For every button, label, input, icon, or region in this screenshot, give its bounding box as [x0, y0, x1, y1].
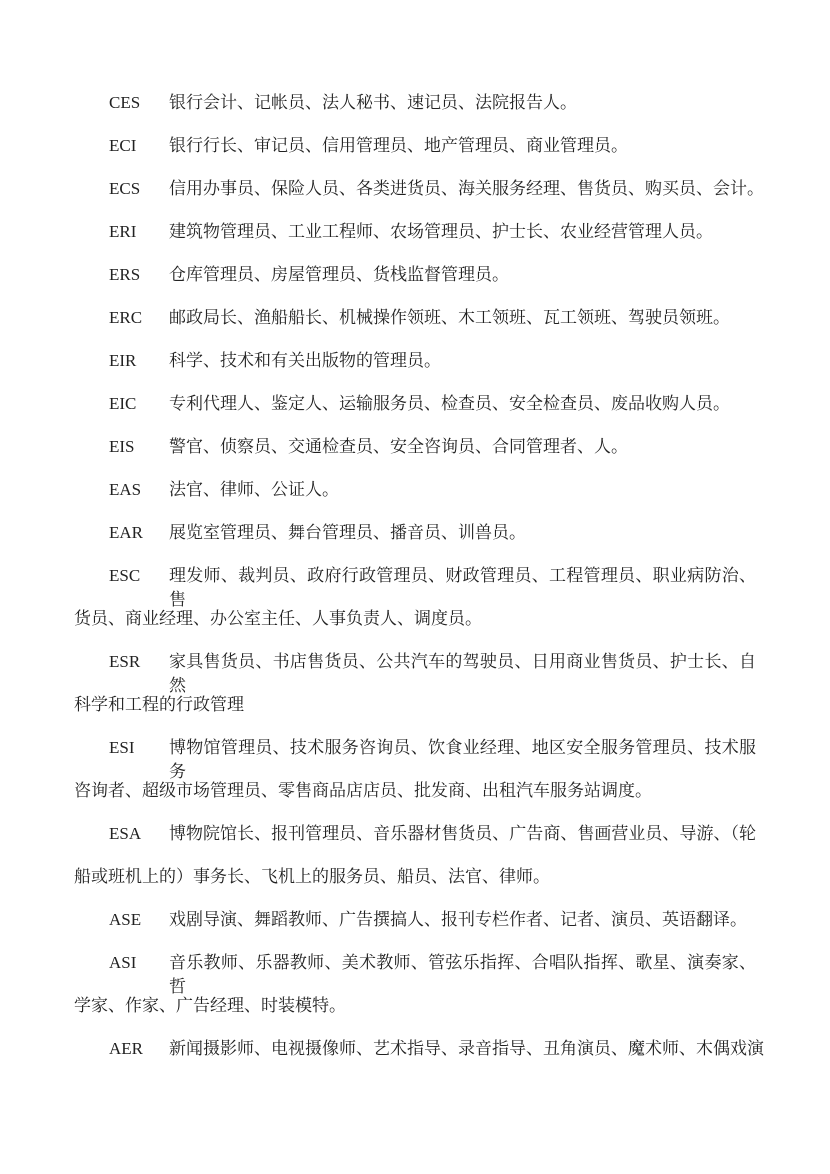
entry-ear [74, 521, 756, 545]
entry-code: EAS [109, 480, 142, 499]
entry-description: 法官、律师、公证人。 [169, 480, 339, 500]
entry-eci [74, 134, 756, 158]
entry-description-continued: 货员、商业经理、办公室主任、人事负责人、调度员。 [74, 609, 482, 629]
entry-description: 专利代理人、鉴定人、运输服务员、检查员、安全检查员、废品收购人员。 [169, 394, 730, 414]
entry-description: 家具售货员、书店售货员、公共汽车的驾驶员、日用商业售货员、护士长、自然 [169, 652, 756, 696]
entry-code: CES [109, 93, 141, 112]
entry-eas [74, 478, 756, 502]
entry-asi [74, 951, 756, 997]
entry-eir [74, 349, 756, 373]
entry-code: EIC [109, 394, 137, 413]
entry-ces [74, 91, 756, 115]
entry-description: 银行会计、记帐员、法人秘书、速记员、法院报告人。 [169, 93, 577, 113]
entry-description-continued: 咨询者、超级市场管理员、零售商品店店员、批发商、出租汽车服务站调度。 [74, 781, 652, 801]
entry-esr [74, 650, 756, 696]
entry-code: ESC [109, 566, 141, 585]
entry-description: 科学、技术和有关出版物的管理员。 [169, 351, 441, 371]
entry-esa [74, 822, 756, 846]
entry-code: ERS [109, 265, 141, 284]
entry-code: ESR [109, 652, 141, 671]
entry-description: 博物馆管理员、技术服务咨询员、饮食业经理、地区安全服务管理员、技术服务 [169, 738, 756, 782]
entry-eis [74, 435, 756, 459]
entry-description: 新闻摄影师、电视摄像师、艺术指导、录音指导、丑角演员、魔术师、木偶戏演 [169, 1039, 764, 1059]
entry-description: 仓库管理员、房屋管理员、货栈监督管理员。 [169, 265, 509, 285]
entry-esi [74, 736, 756, 782]
entry-code: ECI [109, 136, 137, 155]
entry-code: EIS [109, 437, 135, 456]
entry-ase [74, 908, 756, 932]
entry-esc [74, 564, 756, 610]
entry-ecs [74, 177, 764, 201]
entry-code: EAR [109, 523, 143, 542]
entry-code: ERC [109, 308, 143, 327]
entry-description: 戏剧导演、舞蹈教师、广告撰搞人、报刊专栏作者、记者、演员、英语翻译。 [169, 910, 747, 930]
entry-code: EIR [109, 351, 137, 370]
entry-description: 银行行长、审记员、信用管理员、地产管理员、商业管理员。 [169, 136, 628, 156]
entry-code: AER [109, 1039, 143, 1058]
entry-description: 理发师、裁判员、政府行政管理员、财政管理员、工程管理员、职业病防治、售 [169, 566, 756, 610]
entry-description: 展览室管理员、舞台管理员、播音员、训兽员。 [169, 523, 526, 543]
entry-erc [74, 306, 756, 330]
entry-description-continued: 学家、作家、广告经理、时装模特。 [74, 996, 346, 1016]
entry-code: ASE [109, 910, 142, 929]
entry-description: 博物院馆长、报刊管理员、音乐器材售货员、广告商、售画营业员、导游、（轮 [169, 824, 756, 844]
entry-aer [74, 1037, 764, 1061]
entry-eri [74, 220, 756, 244]
entry-description: 信用办事员、保险人员、各类进货员、海关服务经理、售货员、购买员、会计。 [169, 179, 764, 199]
entry-code: ERI [109, 222, 137, 241]
entry-eic [74, 392, 756, 416]
entry-description: 邮政局长、渔船船长、机械操作领班、木工领班、瓦工领班、驾驶员领班。 [169, 308, 730, 328]
entry-code: ECS [109, 179, 141, 198]
entry-ers [74, 263, 756, 287]
entry-description-continued: 船或班机上的）事务长、飞机上的服务员、船员、法官、律师。 [74, 867, 550, 887]
entry-description: 警官、侦察员、交通检查员、安全咨询员、合同管理者、人。 [169, 437, 628, 457]
entry-description: 建筑物管理员、工业工程师、农场管理员、护士长、农业经营管理人员。 [169, 222, 713, 242]
entry-code: ESA [109, 824, 142, 843]
entry-description: 音乐教师、乐器教师、美术教师、管弦乐指挥、合唱队指挥、歌星、演奏家、哲 [169, 953, 756, 997]
entry-description-continued: 科学和工程的行政管理 [74, 695, 244, 715]
entry-code: ESI [109, 738, 135, 757]
entry-code: ASI [109, 953, 137, 972]
